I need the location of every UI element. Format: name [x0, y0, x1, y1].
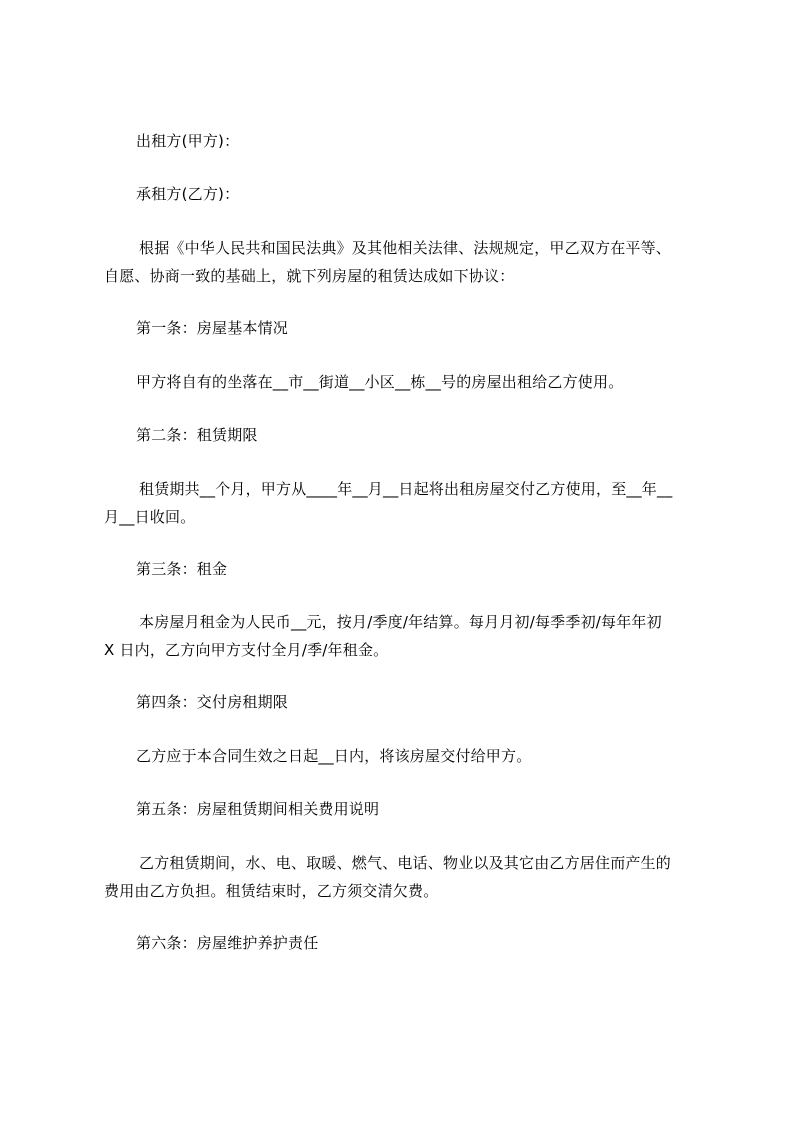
section-heading: 第六条：房屋维护养护责任 — [136, 934, 319, 952]
preamble-line-1: 根据《中华人民共和国民法典》及其他相关法律、法规规定，甲乙双方在平等、 — [139, 239, 672, 257]
party-b-label: 承租方(乙方)： — [136, 185, 240, 203]
section-heading: 第一条：房屋基本情况 — [136, 319, 289, 337]
preamble-line-2: 自愿、协商一致的基础上，就下列房屋的租赁达成如下协议： — [104, 267, 515, 285]
section-heading: 第二条：租赁期限 — [136, 426, 258, 444]
section-heading: 第四条：交付房租期限 — [136, 693, 289, 711]
section-text: 月__日收回。 — [104, 508, 196, 526]
section-text: 本房屋月租金为人民币__元，按月/季度/年结算。每月月初/每季季初/每年年初 — [139, 613, 662, 631]
section-heading: 第三条：租金 — [136, 560, 228, 578]
section-text: 费用由乙方负担。租赁结束时，乙方须交清欠费。 — [104, 882, 439, 900]
section-text: 租赁期共__个月，甲方从____年__月__日起将出租房屋交付乙方使用，至__年__ — [139, 480, 673, 498]
section-text: 乙方租赁期间，水、电、取暖、燃气、电话、物业以及其它由乙方居住而产生的 — [139, 854, 672, 872]
party-a-label: 出租方(甲方)： — [136, 132, 240, 150]
section-text: 乙方应于本合同生效之日起__日内，将该房屋交付给甲方。 — [136, 747, 532, 765]
section-text: X 日内，乙方向甲方支付全月/季/年租金。 — [104, 641, 389, 659]
section-heading: 第五条：房屋租赁期间相关费用说明 — [136, 800, 380, 818]
section-text: 甲方将自有的坐落在__市__街道__小区__栋__号的房屋出租给乙方使用。 — [136, 373, 624, 391]
